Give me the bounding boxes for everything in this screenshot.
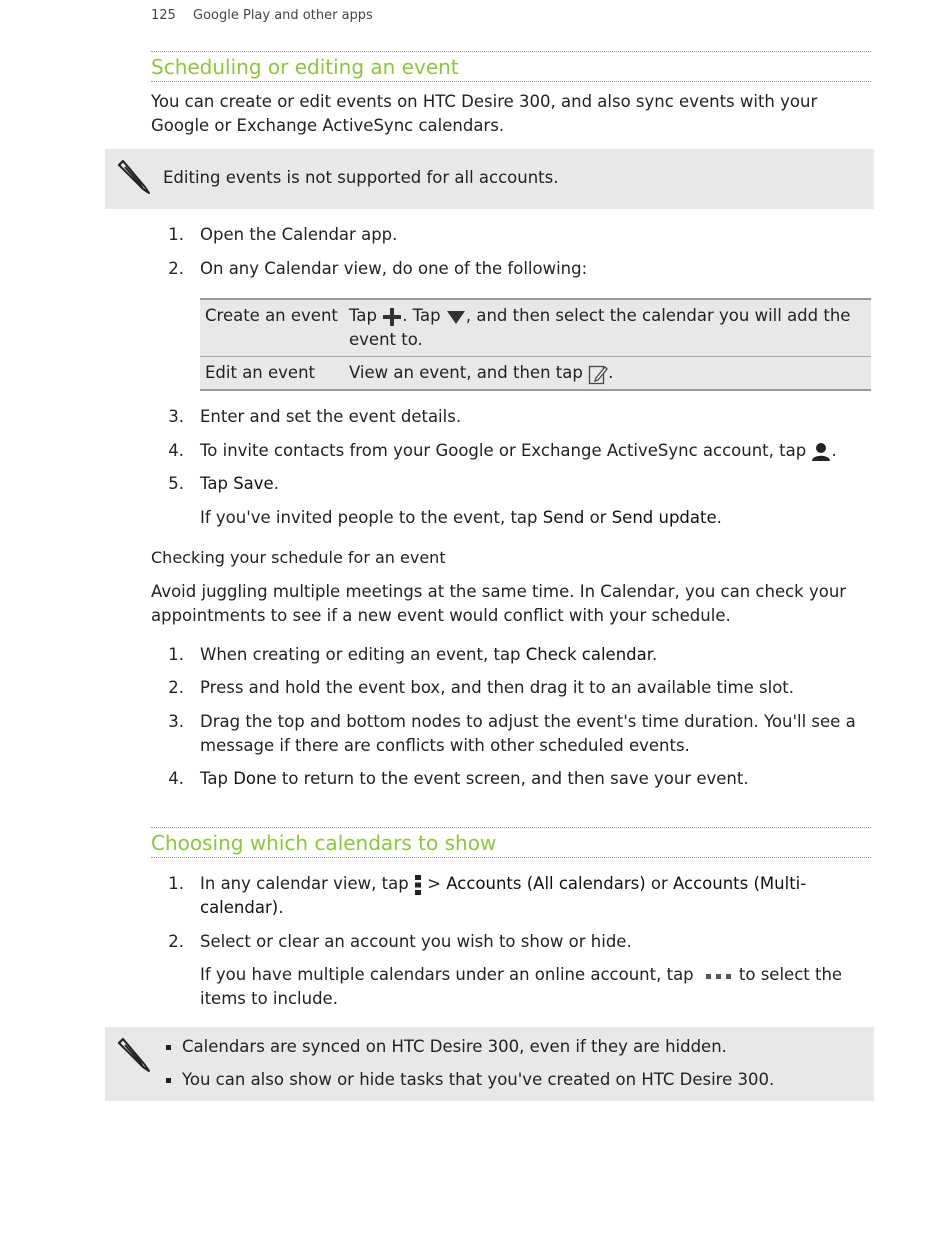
step-text: Select or clear an account you wish to show or hide. [200,932,632,951]
cell-text: , and then select the calendar you will add the [465,306,851,325]
step-text-part: > [421,874,447,893]
step-text-part: or [645,874,674,893]
step-text-part: to return to the event screen, and then save your event. [276,769,749,788]
note-box [105,149,874,209]
step-number: 5. [168,474,184,493]
step-number: 3. [168,712,184,731]
note-part: items to include. [200,989,338,1008]
note-part: or [584,508,612,527]
ui-term: Send [542,508,585,527]
step-number: 2. [168,932,184,951]
step-text-part: message if there are conflicts with other scheduled events. [200,736,690,755]
cell-text: . Tap [402,306,441,325]
step-text-part: Tap [200,474,234,493]
step-number: 4. [168,441,184,460]
step-number: 1. [168,874,184,893]
running-header [151,8,373,23]
step-text: Open the Calendar app. [200,225,398,244]
table-cell-description [344,357,871,391]
step-text-part: . [278,898,284,917]
pencil-icon [113,1035,153,1075]
more-dots-icon [705,971,733,981]
chapter-title: Google Play and other apps [193,8,373,23]
table-cell-label: Create an event [200,299,344,357]
edit-icon [588,363,608,385]
note-text: Editing events is not supported for all accounts. [163,168,559,187]
action-table [200,298,871,391]
cell-text: event to. [349,330,423,349]
page-number: 125 [151,8,176,23]
plus-icon [382,307,402,327]
step-note-text [200,506,870,530]
cell-text: Tap [349,306,377,325]
section-title-scheduling: Scheduling or editing an event [151,51,871,82]
step-number: 1. [168,225,184,244]
step-text-part: Drag the top and bottom nodes to adjust the event's time duration. You'll see a [200,712,856,731]
section1-intro [151,90,871,138]
table-cell-label: Edit an event [200,357,344,391]
step-text: Enter and set the event details. [200,407,462,426]
ui-term: Send update [611,508,717,527]
step-text-part: When creating or editing an event, tap [200,645,526,664]
table-cell-description [344,299,871,357]
step-text [200,710,870,758]
step-text [200,767,870,791]
table-row [200,357,871,391]
pencil-icon [113,157,153,197]
note-part: If you've invited people to the event, tap [200,508,543,527]
step-number: 2. [168,259,184,278]
table-row [200,299,871,357]
dropdown-triangle-icon [446,309,466,325]
intro-line: appointments to see if a new event would conflict with your schedule. [151,606,731,625]
menu-icon [414,874,422,896]
step-note-text [200,963,870,1011]
step-text-part: . [273,474,279,493]
step-number: 3. [168,407,184,426]
bullet-text: You can also show or hide tasks that you've created on HTC Desire 300. [182,1070,775,1089]
bullet-marker [166,1078,171,1083]
ui-term: Done [233,769,277,788]
intro-line: You can create or edit events on HTC Desire 300, and also sync events with your [151,92,818,111]
step-number: 4. [168,769,184,788]
bullet-text: Calendars are synced on HTC Desire 300, even if they are hidden. [182,1037,727,1056]
step-text [200,439,870,463]
step-number: 2. [168,678,184,697]
ui-term: Accounts (All calendars) [446,874,646,893]
subsection-intro [151,580,871,628]
step-text-part: . [831,441,837,460]
subsection-title: Checking your schedule for an event [151,548,446,567]
step-text [200,643,870,667]
cell-text: View an event, and then tap [349,363,583,382]
step-number: 1. [168,645,184,664]
intro-line: Avoid juggling multiple meetings at the same time. In Calendar, you can check your [151,582,847,601]
step-text-part: . [652,645,658,664]
ui-term: Check calendar [525,645,653,664]
step-text-part: In any calendar view, tap [200,874,409,893]
person-icon [811,442,831,462]
step-text [200,872,870,920]
ui-term: Accounts (Multi- [673,874,807,893]
step-text [200,472,870,496]
note-part: If you have multiple calendars under an online account, tap [200,965,694,984]
ui-term: calendar) [200,898,279,917]
step-text: Press and hold the event box, and then drag it to an available time slot. [200,678,794,697]
note-part: . [716,508,722,527]
step-text-part: To invite contacts from your Google or Exchange ActiveSync account, tap [200,441,807,460]
ui-term: Save [233,474,274,493]
cell-text: . [608,363,614,382]
step-text: On any Calendar view, do one of the following: [200,259,588,278]
step-text-part: Tap [200,769,234,788]
intro-line: Google or Exchange ActiveSync calendars. [151,116,505,135]
bullet-marker [166,1045,171,1050]
note-part: to select the [738,965,843,984]
section-title-choosing-calendars: Choosing which calendars to show [151,827,871,858]
